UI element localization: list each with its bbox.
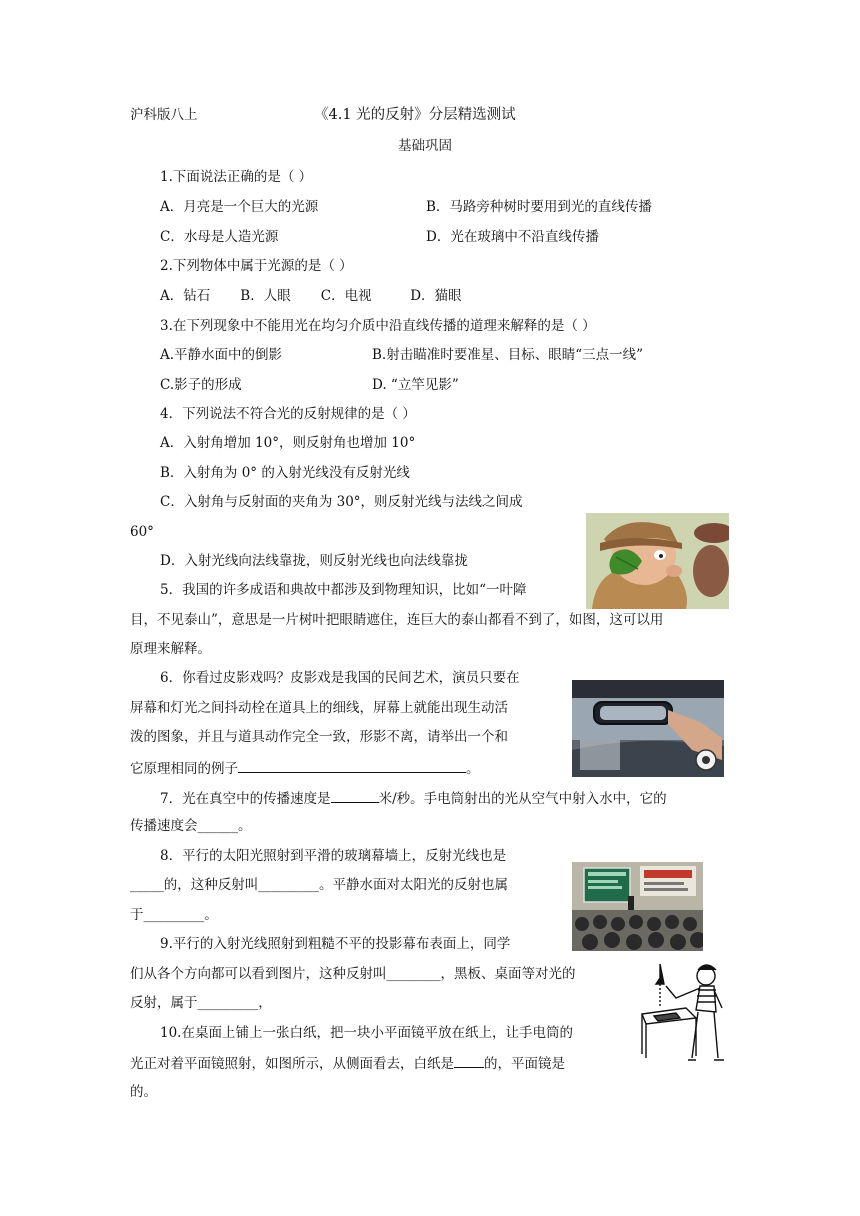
q6-line3: 泼的图象，并且与道具动作完全一致，形影不离，请举出一个和 — [130, 729, 508, 745]
q3-option-a: A.平静水面中的倒影 — [160, 347, 283, 363]
q6-line2: 屏幕和灯光之间抖动栓在道具上的细线，屏幕上就能出现生动活 — [130, 700, 508, 716]
q9-line2: 们从各个方向都可以看到图片，这种反射叫________，黑板、桌面等对光的 — [130, 966, 576, 982]
q6-answer-blank[interactable] — [238, 758, 466, 773]
q1-option-c: C．水母是人造光源 — [160, 229, 279, 245]
q9-line1: 9.平行的入射光线照射到粗糙不平的投影幕布表面上，同学 — [160, 936, 511, 952]
q1-option-b: B．马路旁种树时要用到光的直线传播 — [426, 199, 652, 215]
classroom-projection-photo — [572, 862, 703, 951]
q1-stem: 1.下面说法正确的是（ ） — [160, 169, 313, 185]
q4-option-b: B．入射角为 0° 的入射光线没有反射光线 — [160, 465, 410, 481]
q10-line1: 10.在桌面上铺上一张白纸，把一块小平面镜平放在纸上，让手电筒的 — [160, 1025, 573, 1041]
q5-line1: 5．我国的许多成语和典故中都涉及到物理知识，比如“一叶障 — [160, 582, 527, 598]
q8-line3: 于_________。 — [130, 907, 218, 923]
rearview-mirror-photo — [572, 680, 724, 777]
q8-line2: _____的，这种反射叫_________。平静水面对太阳光的反射也属 — [130, 877, 508, 893]
q9-line3: 反射，属于_________， — [130, 995, 272, 1011]
q8-line1: 8．平行的太阳光照射到平滑的玻璃幕墙上，反射光线也是 — [160, 848, 507, 864]
q10-line2-end: 的，平面镜是 — [484, 1056, 565, 1072]
q1-option-d: D．光在玻璃中不沿直线传播 — [426, 229, 599, 245]
q5-line3: 原理来解释。 — [130, 641, 211, 657]
q7-speed-blank[interactable] — [331, 788, 379, 803]
publisher-label: 沪科版八上 — [130, 107, 198, 123]
q4-option-d: D．入射光线向法线靠拢，则反射光线也向法线靠拢 — [160, 553, 468, 569]
q3-option-c: C.影子的形成 — [160, 377, 242, 393]
q4-stem: 4．下列说法不符合光的反射规律的是（ ） — [160, 406, 416, 422]
q7-line1-text: 7．光在真空中的传播速度是 — [160, 791, 331, 807]
q5-line2: 目，不见泰山”，意思是一片树叶把眼睛遮住，连巨大的泰山都看不到了，如图，这可以用 — [130, 612, 664, 628]
q10-line2-text: 光正对着平面镜照射，如图所示，从侧面看去，白纸是 — [130, 1056, 454, 1072]
section-heading: 基础巩固 — [398, 138, 452, 154]
q3-stem: 3.在下列现象中不能用光在均匀介质中沿直线传播的道理来解释的是（ ） — [160, 318, 596, 334]
flashlight-mirror-experiment-drawing — [636, 958, 728, 1066]
leaf-over-eye-illustration — [586, 513, 729, 609]
document-title: 《4.1 光的反射》分层精选测试 — [314, 107, 516, 123]
q7-line2: 传播速度会______。 — [130, 818, 252, 834]
q1-option-a: A．月亮是一个巨大的光源 — [160, 199, 319, 215]
q3-option-b: B.射击瞄准时要准星、目标、眼睛“三点一线” — [372, 347, 644, 363]
q6-line1: 6．你看过皮影戏吗？皮影戏是我国的民间艺术，演员只要在 — [160, 670, 520, 686]
q4-option-a: A．入射角增加 10°，则反射角也增加 10° — [160, 435, 416, 451]
q7-line1 — [160, 788, 667, 808]
q4-option-c-line1: C．入射角与反射面的夹角为 30°，则反射光线与法线之间成 — [160, 494, 523, 510]
q7-line1-text-end: 米/秒。手电筒射出的光从空气中射入水中，它的 — [378, 791, 667, 807]
q2-options: A．钻石 B．人眼 C．电视 D．猫眼 — [160, 288, 462, 304]
q4-option-c-line2: 60° — [130, 524, 154, 540]
q3-option-d: D. “立竿见影” — [372, 377, 459, 393]
q6-line4 — [130, 758, 480, 778]
q6-line4-text: 它原理相同的例子 — [130, 761, 238, 777]
q10-line3: 的。 — [130, 1084, 157, 1100]
q10-line2 — [130, 1053, 565, 1073]
q2-stem: 2.下列物体中属于光源的是（ ） — [160, 258, 353, 274]
q6-line4-end: 。 — [466, 761, 480, 777]
q10-paper-blank[interactable] — [454, 1053, 484, 1068]
